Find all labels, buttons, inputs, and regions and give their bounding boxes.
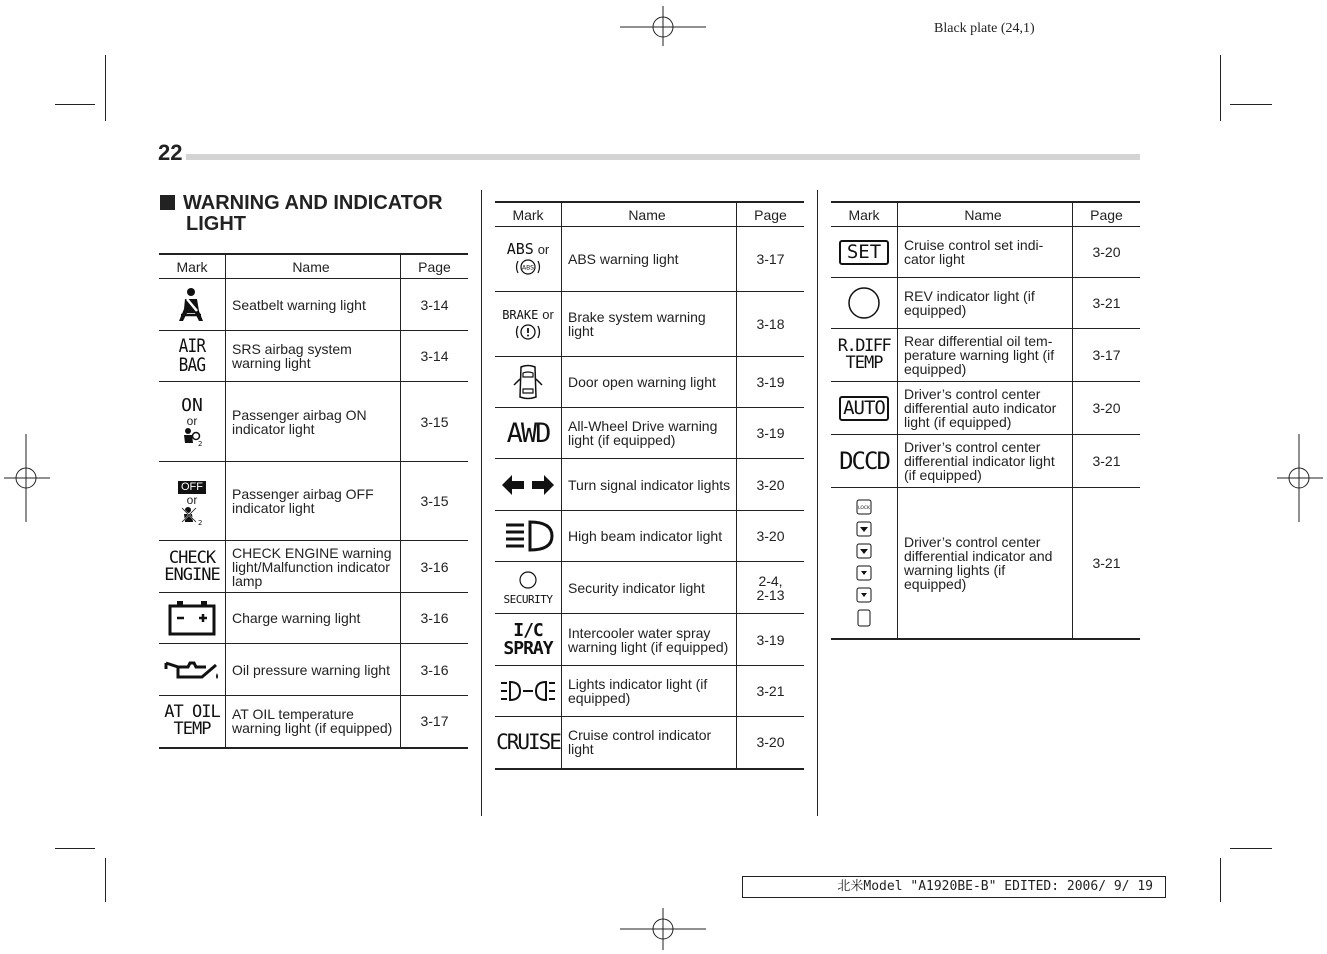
table-row	[831, 227, 1140, 278]
registration-mark-icon	[1277, 434, 1323, 522]
table-row	[495, 666, 804, 717]
column-divider	[817, 190, 818, 816]
plate-label: Black plate (24,1)	[934, 21, 1035, 36]
row-name: Door open warning light	[562, 357, 737, 408]
row-name: ABS warning light	[562, 227, 737, 292]
row-name: Cruise control indicator light	[562, 717, 737, 769]
row-page: 3-20	[1073, 382, 1141, 435]
col-page-header: Page	[737, 202, 805, 227]
table-row	[159, 331, 468, 382]
table-row	[159, 382, 468, 462]
row-name: Security indicator light	[562, 562, 737, 614]
row-name: Driver’s control center differential indicator and warning lights (if equipped)	[898, 488, 1073, 639]
section-title: WARNING AND INDICATOR LIGHT	[160, 193, 465, 235]
table-row	[159, 644, 468, 696]
row-page: 3-16	[401, 541, 469, 593]
row-page: 3-20	[737, 717, 805, 769]
row-page: 3-17	[401, 696, 469, 748]
crop-mark	[1230, 848, 1272, 849]
col-name-header: Name	[898, 202, 1073, 227]
row-page: 3-20	[737, 459, 805, 511]
footer-model-info: 北米Model "A1920BE-B" EDITED: 2006/ 9/ 19	[742, 876, 1166, 898]
row-name: Driver’s control center differential auto indicator light (if equipped)	[898, 382, 1073, 435]
svg-text:LOCK: LOCK	[858, 505, 870, 511]
col-name-header: Name	[226, 254, 401, 279]
table-row	[831, 278, 1140, 329]
table-row	[159, 462, 468, 541]
row-page: 3-14	[401, 331, 469, 382]
table-row	[159, 541, 468, 593]
crop-mark	[55, 848, 95, 849]
security-icon: SECURITY	[495, 562, 562, 614]
col-mark-header: Mark	[831, 202, 898, 227]
awd-icon: AWD	[495, 408, 562, 459]
row-page: 3-21	[737, 666, 805, 717]
airbag-icon: AIR BAG	[159, 331, 226, 382]
table-row	[831, 382, 1140, 435]
row-name: Driver’s control center differential indicator light (if equipped)	[898, 435, 1073, 488]
passenger-airbag-off-symbol-icon	[180, 506, 204, 526]
svg-text:ABS: ABS	[522, 264, 534, 272]
col-page-header: Page	[401, 254, 469, 279]
table-row	[831, 435, 1140, 488]
row-page: 3-20	[1073, 227, 1141, 278]
crop-mark	[1220, 55, 1221, 121]
abs-icon: ABS or ABS	[495, 227, 562, 292]
page-header-bar	[186, 154, 1140, 160]
oil-can-icon	[159, 644, 226, 696]
table-row	[495, 459, 804, 511]
row-page: 3-15	[401, 462, 469, 541]
row-name: Rear differential oil tem- perature warning light (if equipped)	[898, 329, 1073, 382]
column-divider	[481, 190, 482, 816]
crop-mark	[1230, 104, 1272, 105]
battery-icon	[159, 593, 226, 644]
passenger-airbag-on-icon: ON or 2	[159, 382, 226, 462]
door-open-icon	[495, 357, 562, 408]
row-name: CHECK ENGINE warning light/Malfunction indicator lamp	[226, 541, 401, 593]
crop-mark	[55, 104, 95, 105]
row-name: All-Wheel Drive warning light (if equipped)	[562, 408, 737, 459]
col-mark-header: Mark	[495, 202, 562, 227]
crop-mark	[1220, 858, 1221, 902]
row-name: AT OIL temperature warning light (if equipped)	[226, 696, 401, 748]
indicator-table-2	[495, 201, 804, 770]
table-row	[159, 279, 468, 331]
col-mark-header: Mark	[159, 254, 226, 279]
col-name-header: Name	[562, 202, 737, 227]
row-page: 3-16	[401, 593, 469, 644]
row-name: Oil pressure warning light	[226, 644, 401, 696]
table-header-row	[495, 202, 804, 227]
ic-spray-icon: I/C SPRAY	[495, 614, 562, 666]
lock-bar-icon	[831, 488, 898, 639]
table-row	[159, 593, 468, 644]
high-beam-icon	[495, 511, 562, 562]
row-name: Lights indicator light (if equipped)	[562, 666, 737, 717]
indicator-table-1	[159, 253, 468, 749]
col-page-header: Page	[1073, 202, 1141, 227]
table-row	[495, 717, 804, 769]
crop-mark	[105, 858, 106, 902]
auto-icon: AUTO	[831, 382, 898, 435]
lights-indicator-icon	[495, 666, 562, 717]
section-bullet-icon	[160, 195, 175, 210]
row-name: REV indicator light (if equipped)	[898, 278, 1073, 329]
passenger-airbag-symbol-icon	[180, 427, 204, 447]
table-header-row	[831, 202, 1140, 227]
crop-mark	[105, 55, 106, 121]
check-engine-icon: CHECK ENGINE	[159, 541, 226, 593]
turn-signal-icon	[495, 459, 562, 511]
table-row	[495, 614, 804, 666]
table-row	[495, 562, 804, 614]
row-name: High beam indicator light	[562, 511, 737, 562]
row-name: Passenger airbag OFF indicator light	[226, 462, 401, 541]
rev-icon	[831, 278, 898, 329]
row-page: 2-4, 2-13	[737, 562, 805, 614]
cruise-icon: CRUISE	[495, 717, 562, 769]
svg-text:2: 2	[198, 518, 203, 526]
table-row	[159, 696, 468, 748]
row-page: 3-20	[737, 511, 805, 562]
table-row	[831, 329, 1140, 382]
security-circle-icon	[518, 570, 538, 590]
rdiff-temp-icon: R.DIFF TEMP	[831, 329, 898, 382]
row-name: Cruise control set indi- cator light	[898, 227, 1073, 278]
table-row	[495, 292, 804, 357]
row-page: 3-17	[1073, 329, 1141, 382]
row-name: SRS airbag system warning light	[226, 331, 401, 382]
page-number: 22	[158, 140, 183, 165]
row-page: 3-18	[737, 292, 805, 357]
registration-mark-icon	[4, 434, 50, 522]
row-page: 3-19	[737, 357, 805, 408]
dccd-icon: DCCD	[831, 435, 898, 488]
at-oil-temp-icon: AT OIL TEMP	[159, 696, 226, 748]
row-name: Intercooler water spray warning light (if equipped)	[562, 614, 737, 666]
passenger-airbag-off-icon: OFF or 2	[159, 462, 226, 541]
row-page: 3-14	[401, 279, 469, 331]
row-page: 3-19	[737, 408, 805, 459]
svg-text:2: 2	[198, 439, 203, 447]
row-page: 3-16	[401, 644, 469, 696]
table-row	[831, 488, 1140, 639]
row-page: 3-21	[1073, 278, 1141, 329]
registration-mark-icon	[618, 6, 708, 46]
row-page: 3-17	[737, 227, 805, 292]
set-icon: SET	[831, 227, 898, 278]
table-row	[495, 227, 804, 292]
row-name: Passenger airbag ON indicator light	[226, 382, 401, 462]
row-name: Turn signal indicator lights	[562, 459, 737, 511]
table-row	[495, 408, 804, 459]
brake-circle-icon	[514, 322, 542, 342]
row-page: 3-21	[1073, 435, 1141, 488]
table-row	[495, 511, 804, 562]
indicator-table-3	[831, 201, 1140, 640]
brake-icon: BRAKE or	[495, 292, 562, 357]
abs-circle-icon	[514, 257, 542, 277]
table-header-row	[159, 254, 468, 279]
row-page: 3-19	[737, 614, 805, 666]
table-row	[495, 357, 804, 408]
row-name: Charge warning light	[226, 593, 401, 644]
row-page: 3-21	[1073, 488, 1141, 639]
seatbelt-icon	[159, 279, 226, 331]
registration-mark-icon	[618, 908, 708, 950]
row-name: Brake system warning light	[562, 292, 737, 357]
row-name: Seatbelt warning light	[226, 279, 401, 331]
row-page: 3-15	[401, 382, 469, 462]
